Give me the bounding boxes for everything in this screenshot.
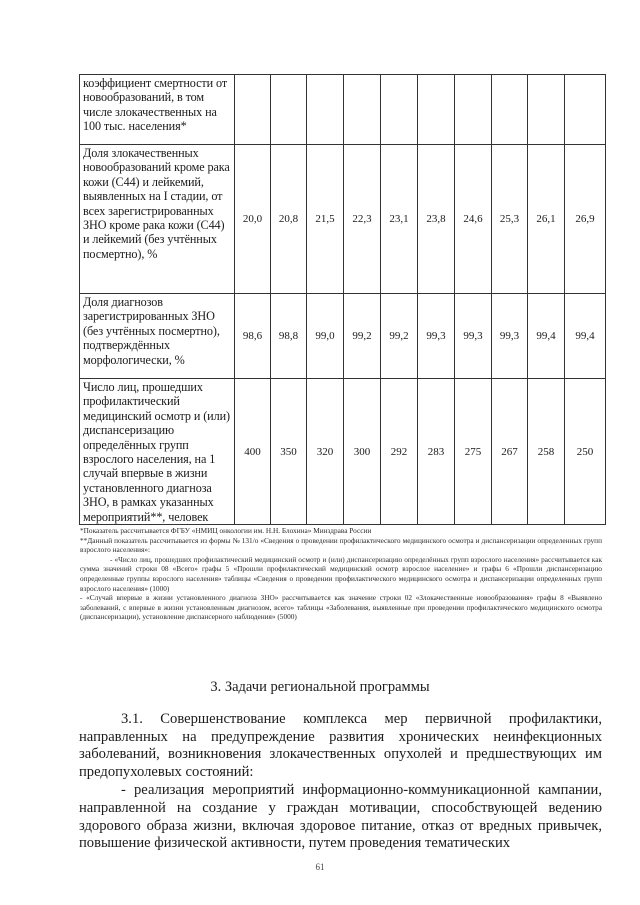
table-cell: 25,3: [492, 145, 528, 294]
body-text: [79, 711, 602, 853]
row-label: Доля злокачественных новообразований кроме рака кожи (С44) и лейкемий, выявленных на I стадии, от всех зарегистрированных ЗНО кроме рака кожи (С44) и лейкемий (без учтённых посмертно), %: [80, 145, 235, 294]
table-cell: 99,2: [381, 294, 418, 379]
table-cell: [492, 75, 528, 145]
indicators-table: [79, 74, 606, 525]
table-body: [80, 75, 606, 525]
table-cell: 99,3: [455, 294, 492, 379]
table-row: [80, 379, 606, 525]
table-cell: 98,6: [235, 294, 271, 379]
table-cell: 99,4: [528, 294, 565, 379]
table-row: [80, 294, 606, 379]
table-cell: 26,1: [528, 145, 565, 294]
row-label: Число лиц, прошедших профилактический медицинский осмотр и (или) диспансеризацию определённых групп взрослого населения, на 1 случай впервые в жизни установленного диагноза ЗНО, в рамках указанных мероприятий**, человек: [80, 379, 235, 525]
paragraph-bullet: - реализация мероприятий информационно-коммуникационной кампании, направленной на создание у граждан мотивации, способствующей ведению здорового образа жизни, включая здоровое питание, отказ от вредных привычек, повышение физической активности, путем проведения тематических: [79, 782, 602, 852]
table-cell: [235, 75, 271, 145]
table-cell: 400: [235, 379, 271, 525]
table-cell: [418, 75, 455, 145]
table-cell: 99,3: [492, 294, 528, 379]
table-cell: 23,8: [418, 145, 455, 294]
table-cell: 98,8: [271, 294, 307, 379]
table-cell: 24,6: [455, 145, 492, 294]
table-cell: 99,4: [565, 294, 606, 379]
table-row: [80, 75, 606, 145]
table-cell: [455, 75, 492, 145]
page-number: 61: [315, 862, 325, 872]
table-cell: [271, 75, 307, 145]
table-cell: 300: [344, 379, 381, 525]
table-cell: 20,8: [271, 145, 307, 294]
table-cell: 99,3: [418, 294, 455, 379]
table-cell: 21,5: [307, 145, 344, 294]
table-cell: [565, 75, 606, 145]
table-row: [80, 145, 606, 294]
table-cell: [307, 75, 344, 145]
footnote-1: *Показатель рассчитывается ФГБУ «НМИЦ онкологии им. Н.Н. Блохина» Минздрава России: [80, 526, 372, 535]
row-label: Доля диагнозов зарегистрированных ЗНО (без учтённых посмертно), подтверждённых морфологически, %: [80, 294, 235, 379]
table-cell: [344, 75, 381, 145]
table-cell: 283: [418, 379, 455, 525]
table-cell: 350: [271, 379, 307, 525]
table-cell: [381, 75, 418, 145]
table-cell: 23,1: [381, 145, 418, 294]
table-cell: 99,2: [344, 294, 381, 379]
table-cell: 99,0: [307, 294, 344, 379]
table-cell: 267: [492, 379, 528, 525]
table-cell: [528, 75, 565, 145]
footnote-4: - «Случай впервые в жизни установленного диагноза ЗНО» рассчитывается как значение строки 02 «Злокачественные новообразования» графы 8 «Выявлено заболеваний, с впервые в жизни установленным диагнозом, всего» таблицы «Заболевания, выявленные при проведении профилактического медицинского осмотра (диспансеризации), установление диспансерного наблюдения» (5000): [80, 593, 602, 622]
row-label: коэффициент смертности от новообразований, в том числе злокачественных на 100 тыс. населения*: [80, 75, 235, 145]
paragraph-3-1: 3.1. Совершенствование комплекса мер первичной профилактики, направленных на предупреждение развития хронических неинфекционных заболеваний, возникновения злокачественных опухолей и предшествующих им предопухолевых состояний:: [79, 711, 602, 780]
footnotes: [80, 526, 602, 622]
table-cell: 320: [307, 379, 344, 525]
table-cell: 20,0: [235, 145, 271, 294]
table-cell: 26,9: [565, 145, 606, 294]
footnote-3: - «Число лиц, прошедших профилактический медицинский осмотр и (или) диспансеризацию определённых групп взрослого населения» рассчитывается как сумма значений строки 08 «Всего» графы 5 «Прошли профилактический медицинский осмотр взрослое население» и графы 6 «Прошли диспансеризацию определенные группы взрослого населения» таблицы «Сведения о проведении профилактического медицинского осмотра и диспансеризации определенных групп взрослого населения» (1000): [80, 554, 602, 593]
table-cell: 292: [381, 379, 418, 525]
section-heading: 3. Задачи региональной программы: [210, 679, 430, 695]
table-cell: 250: [565, 379, 606, 525]
footnote-2: **Данный показатель рассчитывается из формы № 131/о «Сведения о проведении профилактического медицинского осмотра и диспансеризации определенных групп взрослого населения»:: [80, 535, 602, 555]
table-cell: 275: [455, 379, 492, 525]
table-cell: 258: [528, 379, 565, 525]
table-cell: 22,3: [344, 145, 381, 294]
